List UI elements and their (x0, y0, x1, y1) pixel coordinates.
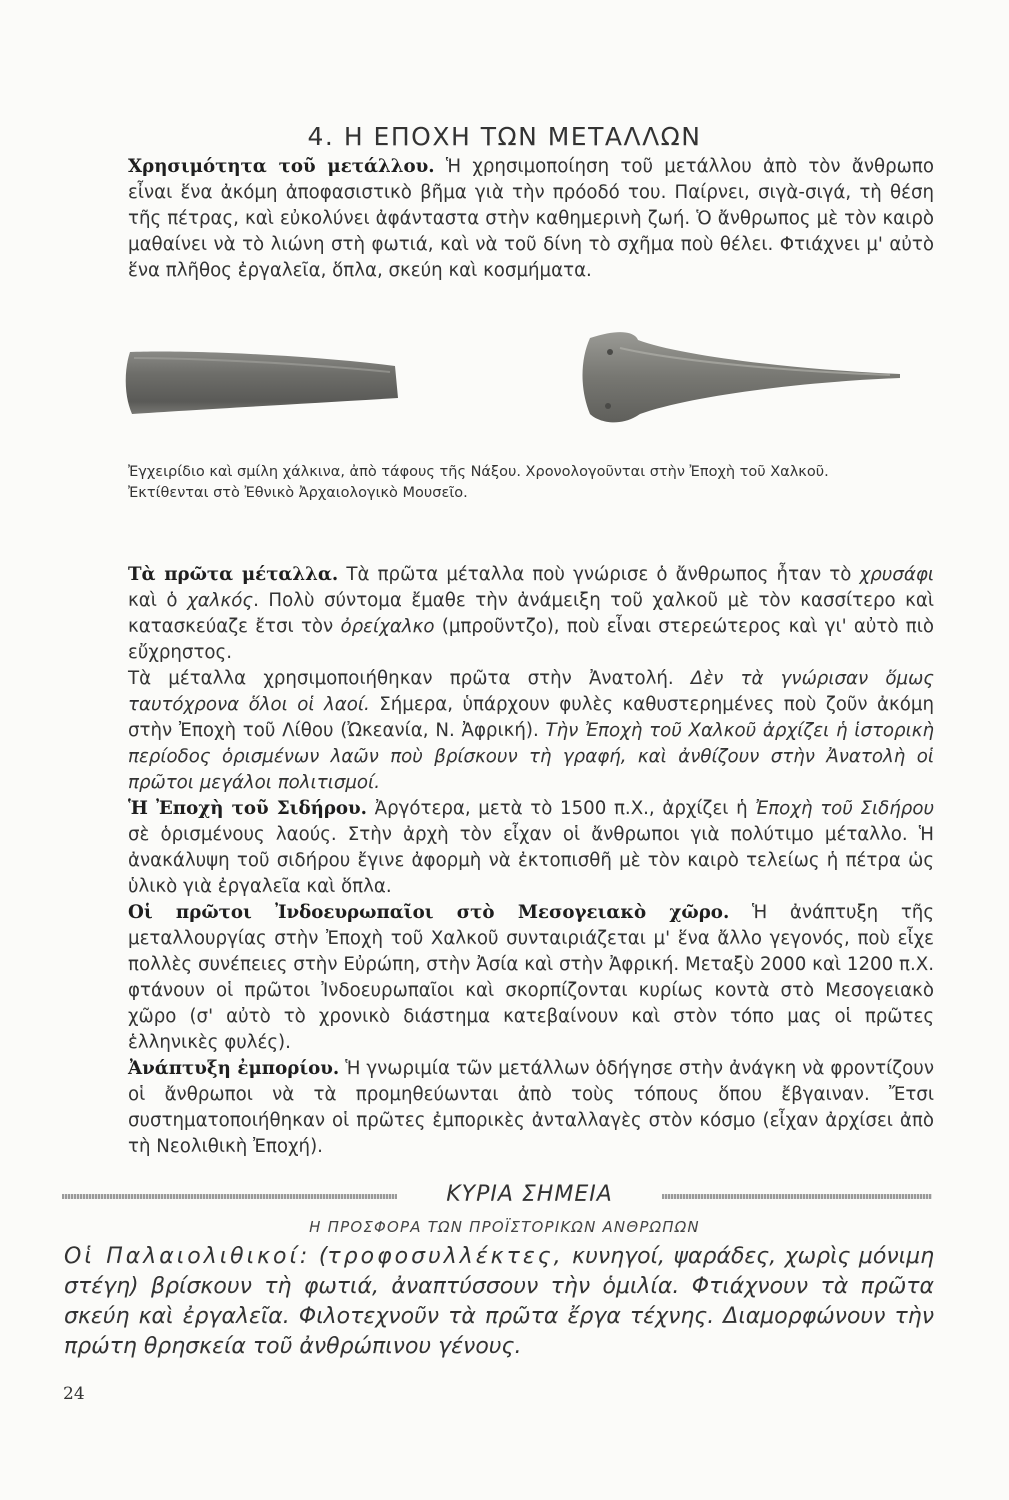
section-heading: Τὰ πρῶτα μέταλλα. (128, 564, 339, 585)
section-indo-europeans (128, 900, 934, 1056)
caption-line: Ἐγχειρίδιο καὶ σμίλη χάλκινα, ἀπὸ τάφους τῆς Νάξου. Χρονολογοῦνται στὴν Ἐποχὴ τοῦ Χαλκοῦ. (128, 464, 829, 480)
paragraph-text: Ἡ χρησιμοποίηση τοῦ μετάλλου ἀπὸ τὸν ἄνθρωπο εἶναι ἕνα ἀκόμη ἀποφασιστικὸ βῆμα γιὰ τὴν πρόοδό του. Παίρνει, σιγὰ-σιγά, τὴ θέση τῆς πέτρας, καὶ εὐκολύνει ἀφάνταστα στὴν καθημερινὴ ζωή. Ὁ ἄνθρωπος μὲ τὸν καιρὸ μαθαίνει νὰ τὸ λιώνη στὴ φωτιά, καὶ νὰ τοῦ δίνη τὸ σχῆμα ποὺ θέλει. Φτιάχνει μ' αὐτὸ ἕνα πλῆθος ἐργαλεῖα, ὅπλα, σκεύη καὶ κοσμήματα. (128, 156, 934, 281)
text-run: ( (310, 1244, 328, 1269)
dagger-image (583, 332, 901, 422)
summary-paragraph (64, 1242, 934, 1362)
paragraph (128, 154, 934, 284)
figure-caption (128, 462, 948, 504)
text-run: Σήμερα, ὑπάρχουν φυλὲς καθυστερημένες ποὺ ζοῦν ἀκόμη στὴν Ἐποχὴ τοῦ Λίθου (Ὠκεανία, Ν. Ἀφρική). (128, 694, 934, 741)
key-points-title: ΚΥΡΙΑ ΣΗΜΕΙΑ (446, 1182, 613, 1207)
paragraph-metals-east (128, 666, 934, 796)
section-heading: Οἱ πρῶτοι Ἰνδοευρωπαῖοι στὸ Μεσογειακὸ χῶρο. (128, 902, 730, 923)
text-run: Ἀργότερα, μετὰ τὸ 1500 π.Χ., ἀρχίζει ἡ (367, 798, 756, 819)
text-run: . Πολὺ σύντομα ἔμαθε τὴν ἀνάμειξη τοῦ χαλκοῦ μὲ τὸν κασσίτερο καὶ κατασκεύαζε ἔτσι τὸν (128, 590, 934, 637)
text-run: κυνηγοί, ψαράδες, χωρὶς μόνιμη στέγη) βρίσκουν τὴ φωτιά, ἀναπτύσσουν τὴν ὁμιλία. Φτιάχνουν τὰ πρῶτα σκεύη καὶ ἐργαλεῖα. Φιλοτεχνοῦν τὰ πρῶτα ἔργα τέχνης. Διαμορφώνουν τὴν πρώτη θρησκεία τοῦ ἀνθρώπινου γένους. (64, 1244, 935, 1359)
key-points-header (62, 1182, 932, 1212)
text-run: καὶ ὁ (128, 590, 188, 611)
italic-term: χρυσάφι (859, 564, 934, 585)
spaced-term: τροφοσυλλέκτες, (327, 1244, 564, 1269)
section-heading: Ἡ Ἐποχὴ τοῦ Σιδήρου. (128, 798, 368, 819)
divider (662, 1194, 932, 1199)
main-text (128, 562, 934, 1160)
paragraph-text: Ἡ ἀνάπτυξη τῆς μεταλλουργίας στὴν Ἐποχὴ τοῦ Χαλκοῦ συνταιριάζεται μ' ἕνα ἄλλο γεγονός, ποὺ εἶχε πολλὲς συνέπειες στὴν Εὐρώπη, στὴν Ἀσία καὶ στὴν Ἀφρική. Μεταξὺ 2000 καὶ 1200 π.Χ. φτάνουν οἱ πρῶτοι Ἰνδοευρωπαῖοι καὶ σκορπίζονται κυρίως κοντὰ στὸ Μεσογειακὸ χῶρο (σ' αὐτὸ τὸ χρονικὸ διάστημα κατεβαίνουν καὶ στὸν τόπο μας οἱ πρῶτες ἑλληνικὲς φυλές). (128, 902, 934, 1053)
key-points-summary (64, 1242, 934, 1362)
italic-term: ὀρείχαλκο (340, 616, 435, 637)
bronze-artifacts-photo (120, 318, 940, 448)
section-usefulness-of-metal (128, 154, 934, 284)
section-first-metals (128, 562, 934, 666)
spaced-term: Οἱ Παλαιολιθικοί: (64, 1244, 311, 1269)
divider (62, 1194, 397, 1199)
italic-text: Δὲν τὰ γνώρισαν ὅμως ταυτόχρονα ὅλοι οἱ λαοί. (128, 668, 934, 715)
text-run: σὲ ὁρισμένους λαούς. Στὴν ἀρχὴ τὸν εἶχαν οἱ ἄνθρωποι γιὰ πολύτιμο μέταλλο. Ἡ ἀνακάλυψη τοῦ σιδήρου ἔγινε ἀφορμὴ νὰ ἐκτοπισθῆ μὲ τὸν καιρὸ τελείως ἡ πέτρα ὡς ὑλικὸ γιὰ ἐργαλεῖα καὶ ὅπλα. (128, 824, 934, 897)
text-run: Τὰ μέταλλα χρησιμοποιήθηκαν πρῶτα στὴν Ἀνατολή. (128, 668, 691, 689)
chapter-title: 4. Η ΕΠΟΧΗ ΤΩΝ ΜΕΤΑΛΛΩΝ (307, 122, 702, 151)
italic-text: Τὴν Ἐποχὴ τοῦ Χαλκοῦ ἀρχίζει ἡ ἱστορικὴ περίοδος ὁρισμένων λαῶν ποὺ βρίσκουν τὴ γραφή, καὶ ἀνθίζουν στὴν Ἀνατολὴ οἱ πρῶτοι μεγάλοι πολιτισμοί. (128, 720, 934, 793)
section-trade-development (128, 1056, 934, 1160)
page-number: 24 (63, 1384, 85, 1404)
chisel-image (126, 352, 398, 414)
italic-term: Ἐποχὴ τοῦ Σιδήρου (755, 798, 934, 819)
section-iron-age (128, 796, 934, 900)
italic-term: χαλκός (187, 590, 254, 611)
paragraph-text: Ἡ γνωριμία τῶν μετάλλων ὁδήγησε στὴν ἀνάγκη νὰ φροντίζουν οἱ ἄνθρωποι νὰ τὰ προμηθεύωνται ἀπὸ τοὺς τόπους ὅπου ἔβγαιναν. Ἔτσι συστηματοποιήθηκαν οἱ πρῶτες ἐμπορικὲς ἀνταλλαγὲς στὸν κόσμο (εἶχαν ἀρχίσει ἀπὸ τὴ Νεολιθικὴ Ἐποχή). (128, 1058, 934, 1157)
section-heading: Ἀνάπτυξη ἐμπορίου. (128, 1058, 340, 1079)
key-points-subtitle: Η ΠΡΟΣΦΟΡΑ ΤΩΝ ΠΡΟΪΣΤΟΡΙΚΩΝ ΑΝΘΡΩΠΩΝ (309, 1218, 700, 1236)
text-run: (μπροῦντζο), ποὺ εἶναι στερεώτερος καὶ γι' αὐτὸ πιὸ εὔχρηστος. (128, 616, 934, 663)
text-run: Τὰ πρῶτα μέταλλα ποὺ γνώρισε ὁ ἄνθρωπος ἦταν τὸ (338, 564, 860, 585)
section-heading: Χρησιμότητα τοῦ μετάλλου. (128, 156, 435, 177)
caption-line: Ἐκτίθενται στὸ Ἐθνικὸ Ἀρχαιολογικὸ Μουσεῖο. (128, 485, 468, 501)
